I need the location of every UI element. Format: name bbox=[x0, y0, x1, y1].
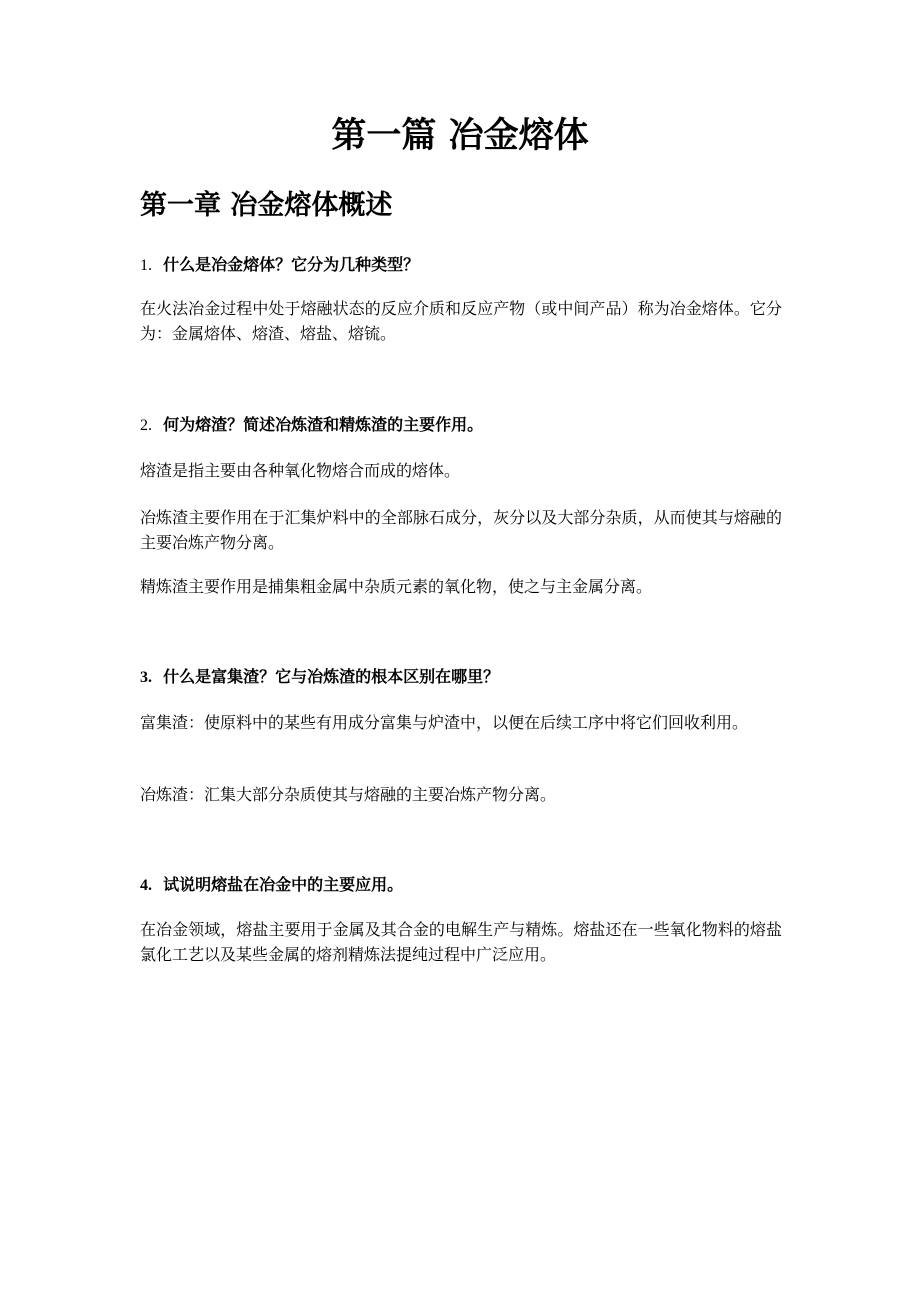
question-title: 什么是冶金熔体？它分为几种类型？ bbox=[163, 255, 420, 274]
question-3-answer-1: 富集渣：使原料中的某些有用成分富集与炉渣中，以便在后续工序中将它们回收利用。 bbox=[140, 713, 749, 732]
question-number: 2. bbox=[140, 417, 152, 434]
question-number: 3. bbox=[140, 669, 152, 686]
question-title: 何为熔渣？简述冶炼渣和精炼渣的主要作用。 bbox=[163, 415, 484, 434]
question-3-heading bbox=[140, 665, 790, 690]
question-1-heading bbox=[140, 253, 790, 278]
question-1-answer: 在火法冶金过程中处于熔融状态的反应介质和反应产物（或中间产品）称为冶金熔体。它分为：金属熔体、熔渣、熔盐、熔锍。 bbox=[140, 299, 782, 343]
chapter-title: 第一章 冶金熔体概述 bbox=[140, 190, 393, 221]
question-3-answer-2: 冶炼渣：汇集大部分杂质使其与熔融的主要冶炼产物分离。 bbox=[140, 785, 557, 804]
question-title: 试说明熔盐在冶金中的主要应用。 bbox=[163, 875, 404, 894]
question-2-answer-3: 精炼渣主要作用是捕集粗金属中杂质元素的氧化物，使之与主金属分离。 bbox=[140, 577, 653, 596]
question-number: 4. bbox=[140, 877, 152, 894]
question-2-answer-2: 冶炼渣主要作用在于汇集炉料中的全部脉石成分，灰分以及大部分杂质，从而使其与熔融的主要冶炼产物分离。 bbox=[140, 508, 782, 552]
question-title: 什么是富集渣？它与冶炼渣的根本区别在哪里？ bbox=[163, 667, 500, 686]
question-2-heading bbox=[140, 413, 790, 438]
question-4-heading bbox=[140, 873, 790, 898]
question-4-answer: 在冶金领域，熔盐主要用于金属及其合金的电解生产与精炼。熔盐还在一些氧化物料的熔盐氯化工艺以及某些金属的熔剂精炼法提纯过程中广泛应用。 bbox=[140, 920, 782, 964]
part-title: 第一篇 冶金熔体 bbox=[331, 116, 589, 156]
question-2-answer-1: 熔渣是指主要由各种氧化物熔合而成的熔体。 bbox=[140, 461, 461, 480]
question-number: 1. bbox=[140, 257, 152, 274]
